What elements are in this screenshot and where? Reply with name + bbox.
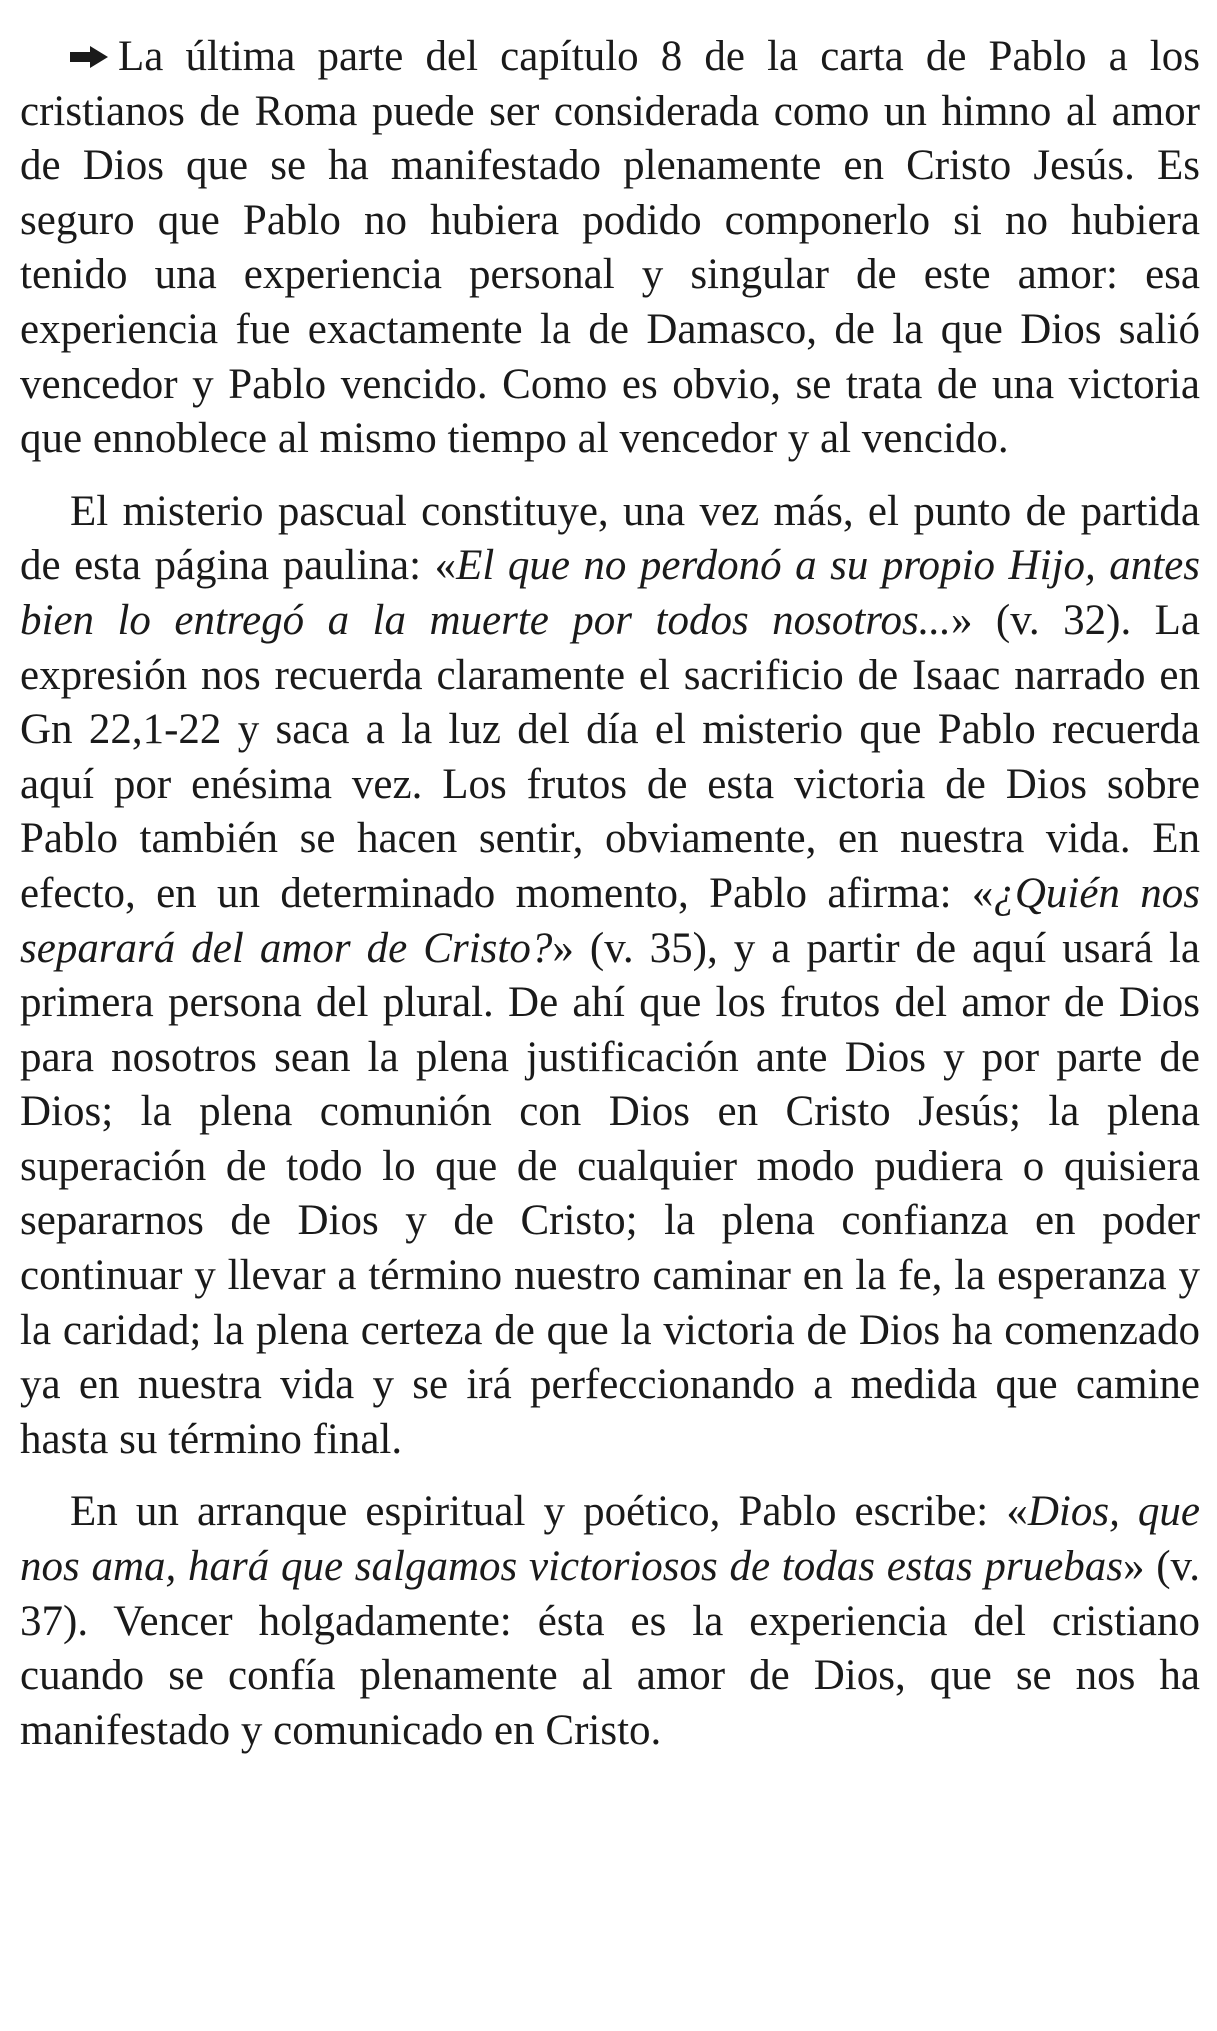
paragraph-1-text bbox=[20, 33, 1200, 462]
document-page bbox=[20, 30, 1200, 1758]
paragraph-3-segment-1: En un arranque espiritual y poético, Pablo escribe: « bbox=[70, 1488, 1028, 1536]
paragraph-1-segment-1: La última parte del capítulo 8 de la carta de Pablo a los cristianos de Roma puede ser considerada como un himno al amor de Dios que se ha manifestado plenamente en Cristo Jesús. Es seguro que Pablo no hubiera podido componerlo si no hubiera tenido una experiencia personal y singular de este amor: esa experiencia fue exactamente la de Damasco, de la que Dios salió vencedor y Pablo vencido. Como es obvio, se trata de una victoria que ennoblece al mismo tiempo al vencedor y al vencido. bbox=[20, 33, 1200, 463]
paragraph-3-segment-3: » (v. 37). Vencer holgadamente: ésta es la experiencia del cristiano cuando se confía plenamente al amor de Dios, que se nos ha manifestado y comunicado en Cristo. bbox=[20, 1543, 1200, 1754]
arrow-right-icon bbox=[68, 46, 110, 68]
paragraph-3 bbox=[20, 1485, 1200, 1758]
quote-v35: ¿Quién nos separará del amor de Cristo? bbox=[20, 869, 1200, 972]
paragraph-2 bbox=[20, 485, 1200, 1468]
quote-v37: Dios, que nos ama, hará que salgamos victoriosos de todas estas pruebas bbox=[20, 1488, 1200, 1591]
paragraph-2-segment-1: El misterio pascual constituye, una vez más, el punto de partida de esta página paulina: « bbox=[20, 487, 1200, 590]
paragraph-2-segment-5: » (v. 35), y a partir de aquí usará la primera persona del plural. De ahí que los frutos del amor de Dios para nosotros sean la plena justificación ante Dios y por parte de Dios; la plena comunión con Dios en Cristo Jesús; la plena superación de todo lo que de cualquier modo pudiera o quisiera separarnos de Dios y de Cristo; la plena confianza en poder continuar y llevar a término nuestro caminar en la fe, la esperanza y la caridad; la plena certeza de que la victoria de Dios ha comenzado ya en nuestra vida y se irá perfeccionando a medida que camine hasta su término final. bbox=[20, 924, 1200, 1463]
paragraph-1 bbox=[20, 30, 1200, 467]
paragraph-2-segment-3: » (v. 32). La expresión nos recuerda claramente el sacrificio de Isaac narrado en Gn 22,1-22 y saca a la luz del día el misterio que Pablo recuerda aquí por enésima vez. Los frutos de esta victoria de Dios sobre Pablo también se hacen sentir, obviamente, en nuestra vida. En efecto, en un determinado momento, Pablo afirma: « bbox=[20, 596, 1200, 917]
quote-v32: El que no perdonó a su propio Hijo, antes bien lo entregó a la muerte por todos nosotros... bbox=[20, 542, 1200, 644]
